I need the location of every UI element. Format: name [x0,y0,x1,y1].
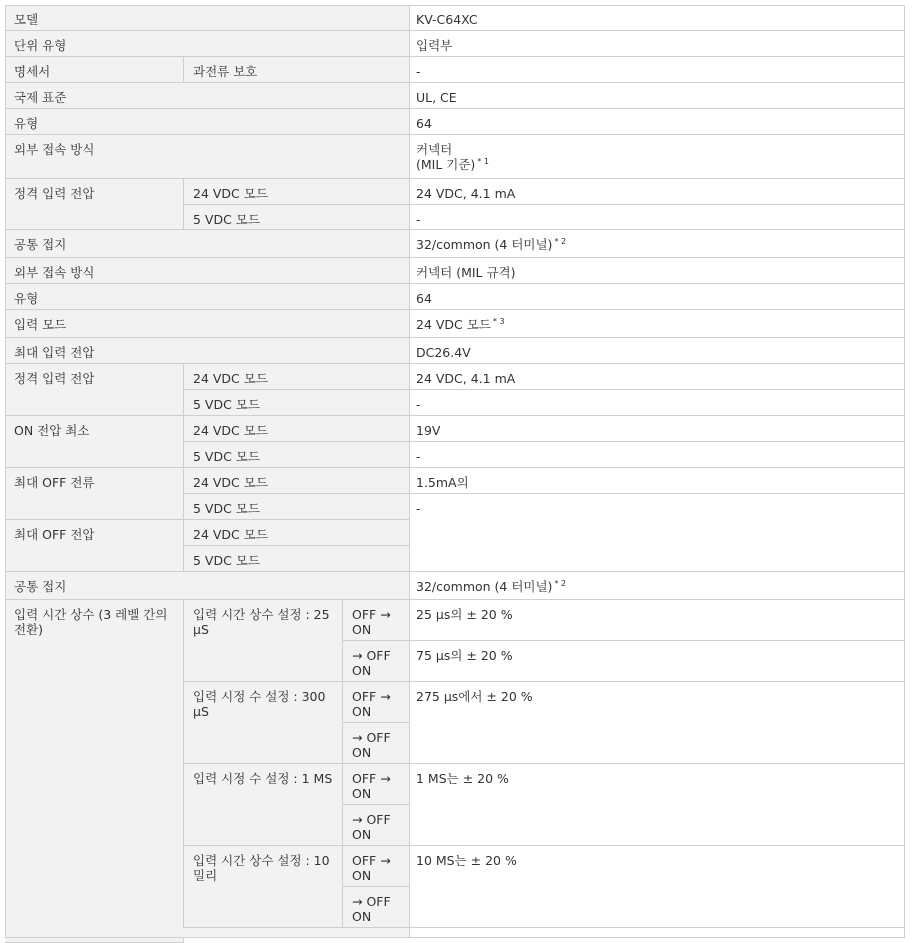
sublabel-text: 5 VDC 모드 [193,449,260,464]
transition-direction [343,641,410,682]
value-text: 64 [416,116,432,131]
label-text: 유형 [14,116,39,131]
direction-text: OFF → ON [352,689,391,719]
transition-direction [343,764,410,805]
sublabel-text: 24 VDC 모드 [193,475,268,490]
value-text: 25 μs의 ± 20 % [416,607,513,622]
row-value [410,57,905,83]
footnote-mark: * 2 [554,579,567,588]
row-label [5,258,410,284]
row-value [410,258,905,284]
row-label [5,520,184,572]
value-text-line2: (MIL 기준) [416,157,476,172]
row-label [5,364,184,416]
time-constant-setting [184,682,343,764]
label-text: 최대 OFF 전류 [14,475,95,490]
value-text: 32/common (4 터미널) [416,237,553,252]
direction-text: → OFF ON [352,648,391,678]
row-value [410,230,905,258]
row-label [5,5,410,31]
value-text: 커넥터 [416,142,453,157]
label-text: 모델 [14,12,39,27]
row-value [410,83,905,109]
label-text: 공통 접지 [14,237,67,252]
value-text: 1.5mA의 [416,475,469,490]
row-label [5,109,410,135]
value-text: 32/common (4 터미널) [416,579,553,594]
row-label [5,468,184,520]
setting-text: 입력 시간 상수 설정 : 10 밀리 [193,853,330,883]
row-sublabel [184,364,410,390]
sublabel-text: 5 VDC 모드 [193,501,260,516]
time-constant-value [410,764,905,846]
row-value [410,179,905,205]
label-text: 정격 입력 전압 [14,371,95,386]
setting-text: 입력 시간 상수 설정 : 25 μS [193,607,330,637]
setting-text: 입력 시정 수 설정 : 300 μS [193,689,326,719]
time-constant-value [410,846,905,928]
sublabel-text: 5 VDC 모드 [193,212,260,227]
value-text: 64 [416,291,432,306]
label-text: 입력 모드 [14,317,67,332]
label-text: 공통 접지 [14,579,67,594]
transition-direction [343,682,410,723]
row-value [410,135,905,179]
label-text: 최대 OFF 전압 [14,527,95,542]
value-text: - [416,397,421,412]
time-constant-setting [184,764,343,846]
row-label [5,57,184,83]
time-constant-value [410,682,905,764]
row-value [410,284,905,310]
row-value [410,442,905,468]
sublabel-text: 24 VDC 모드 [193,371,268,386]
row-sublabel [184,468,410,494]
row-label [5,83,410,109]
row-label [5,135,410,179]
row-label [5,416,184,468]
row-value [410,390,905,416]
row-sublabel [184,546,410,572]
next-row-value [410,928,905,938]
footnote-mark: * 1 [477,157,489,166]
row-label [5,310,410,338]
label-text: 외부 접속 방식 [14,142,95,157]
sublabel-text: 24 VDC 모드 [193,423,268,438]
time-constant-value [410,600,905,641]
row-sublabel [184,520,410,546]
row-value [410,364,905,390]
row-value [410,416,905,442]
value-text: - [416,501,421,516]
next-row-label [5,928,410,938]
label-text: 명세서 [14,64,51,79]
row-sublabel [184,390,410,416]
direction-text: → OFF ON [352,730,391,760]
transition-direction [343,600,410,641]
transition-direction [343,887,410,928]
row-value [410,572,905,600]
label-text: ON 전압 최소 [14,423,90,438]
row-value [410,494,905,572]
time-constant-setting [184,600,343,682]
footnote-mark: * 3 [492,317,505,326]
row-label [5,179,184,230]
row-sublabel [184,494,410,520]
row-sublabel [184,205,410,230]
value-text: 75 μs의 ± 20 % [416,648,513,663]
row-sublabel [184,416,410,442]
time-constant-value [410,641,905,682]
value-text: - [416,449,421,464]
setting-text: 입력 시정 수 설정 : 1 MS [193,771,333,786]
footnote-mark: * 2 [554,237,567,246]
transition-direction [343,805,410,846]
value-text: 24 VDC 모드 [416,317,491,332]
value-text: 1 MS는 ± 20 % [416,771,509,786]
value-text: - [416,212,421,227]
row-sublabel [184,57,410,83]
row-value [410,310,905,338]
value-text: - [416,64,421,79]
value-text: 10 MS는 ± 20 % [416,853,517,868]
direction-text: OFF → ON [352,771,391,801]
row-value [410,5,905,31]
direction-text: → OFF ON [352,894,391,924]
row-value [410,31,905,57]
transition-direction [343,846,410,887]
row-value [410,109,905,135]
label-text: 단위 유형 [14,38,67,53]
value-text: 275 μs에서 ± 20 % [416,689,533,704]
value-text: 커넥터 (MIL 규격) [416,265,516,280]
direction-text: → OFF ON [352,812,391,842]
value-text: DC26.4V [416,345,471,360]
label-text: 국제 표준 [14,90,67,105]
time-constant-label [5,600,184,943]
row-label [5,338,410,364]
value-text: 19V [416,423,441,438]
row-value [410,468,905,494]
sublabel-text: 5 VDC 모드 [193,397,260,412]
value-text: 24 VDC, 4.1 mA [416,186,516,201]
label-text: 정격 입력 전압 [14,186,95,201]
sublabel-text: 5 VDC 모드 [193,553,260,568]
row-label [5,31,410,57]
value-text: 24 VDC, 4.1 mA [416,371,516,386]
sublabel-text: 24 VDC 모드 [193,527,268,542]
value-text: UL, CE [416,90,457,105]
sublabel-text: 24 VDC 모드 [193,186,268,201]
sublabel-text: 과전류 보호 [193,64,258,79]
label-text: 최대 입력 전압 [14,345,95,360]
label-text: 입력 시간 상수 (3 레벨 간의 전환) [14,607,168,637]
row-sublabel [184,179,410,205]
transition-direction [343,723,410,764]
row-label [5,230,410,258]
row-label [5,572,410,600]
label-text: 외부 접속 방식 [14,265,95,280]
direction-text: OFF → ON [352,853,391,883]
direction-text: OFF → ON [352,607,391,637]
value-text: KV-C64XC [416,12,478,27]
row-value [410,205,905,230]
value-text: 입력부 [416,38,453,53]
row-label [5,284,410,310]
row-sublabel [184,442,410,468]
label-text: 유형 [14,291,39,306]
row-value [410,338,905,364]
time-constant-setting [184,846,343,928]
